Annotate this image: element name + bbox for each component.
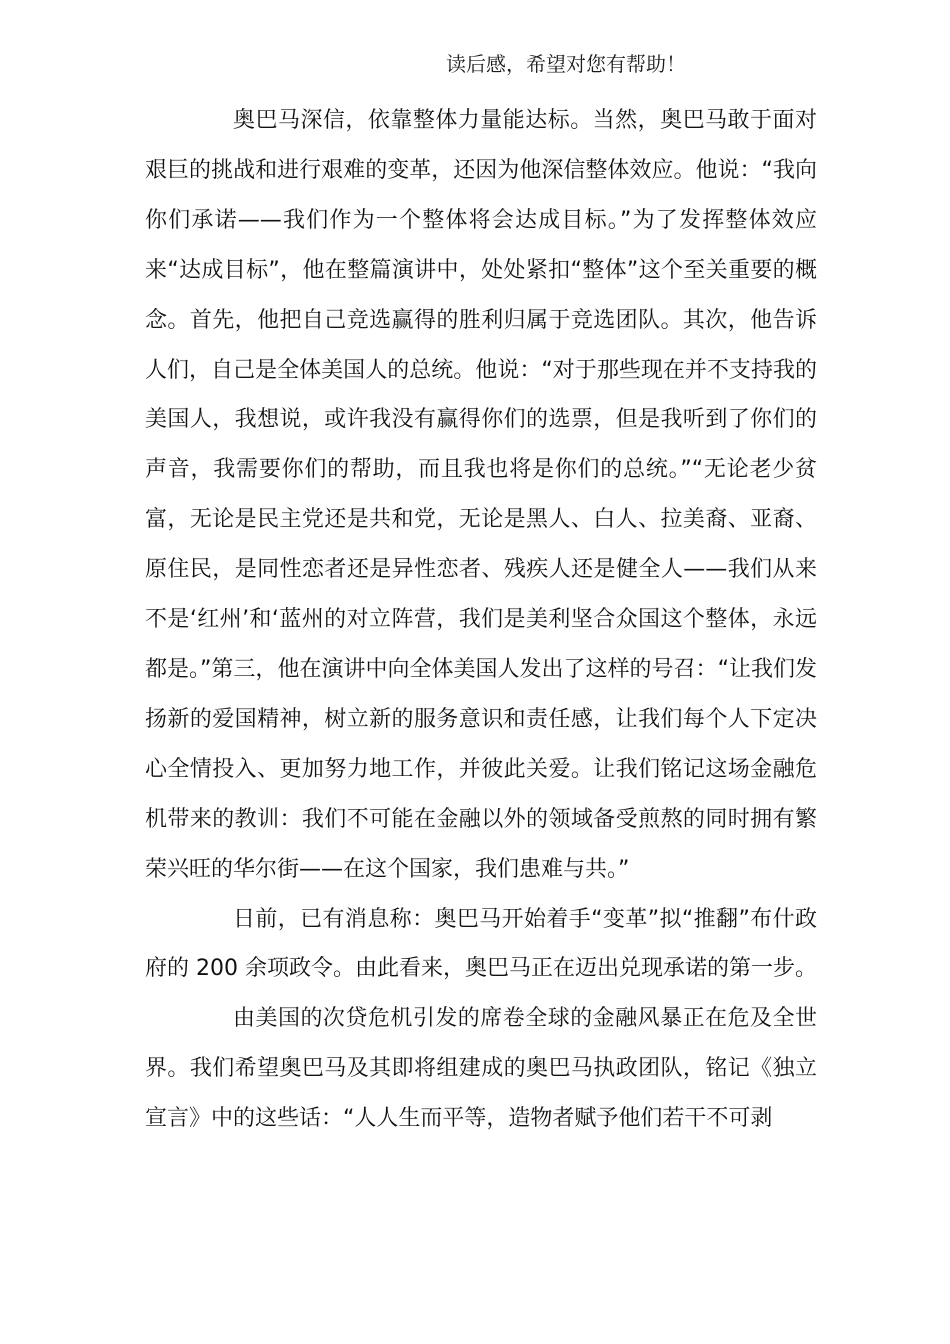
paragraph-2: 日前，已有消息称：奥巴马开始着手“变革”拟“推翻”布什政府的 200 余项政令。由此看来，奥巴马正在迈出兑现承诺的第一步。 [145, 906, 817, 982]
body-text [145, 96, 817, 1144]
paragraph-1: 奥巴马深信，依靠整体力量能达标。当然，奥巴马敢于面对艰巨的挑战和进行艰难的变革，还因为他深信整体效应。他说：“我向你们承诺——我们作为一个整体将会达成目标。”为了发挥整体效应来“达成目标”，他在整篇演讲中，处处紧扣“整体”这个至关重要的概念。首先，他把自己竞选赢得的胜利归属于竞选团队。其次，他告诉人们，自己是全体美国人的总统。他说：“对于那些现在并不支持我的美国人，我想说，或许我没有赢得你们的选票，但是我听到了你们的声音，我需要你们的帮助，而且我也将是你们的总统。”“无论老少贫富，无论是民主党还是共和党，无论是黑人、白人、拉美裔、亚裔、原住民，是同性恋者还是异性恋者、残疾人还是健全人——我们从来不是‘红州’和‘蓝州的对立阵营，我们是美利坚合众国这个整体，永远都是。”第三，他在演讲中向全体美国人发出了这样的号召：“让我们发扬新的爱国精神，树立新的服务意识和责任感，让我们每个人下定决心全情投入、更加努力地工作，并彼此关爱。让我们铭记这场金融危机带来的教训：我们不可能在金融以外的领域备受煎熬的同时拥有繁荣兴旺的华尔街——在这个国家，我们患难与共。” [145, 108, 817, 882]
page-header: 读后感，希望对您有帮助！ [446, 52, 686, 76]
paragraph-3: 由美国的次贷危机引发的席卷全球的金融风暴正在危及全世界。我们希望奥巴马及其即将组建成的奥巴马执政团队，铭记《独立宣言》中的这些话：“人人生而平等，造物者赋予他们若干不可剥 [145, 1006, 817, 1132]
